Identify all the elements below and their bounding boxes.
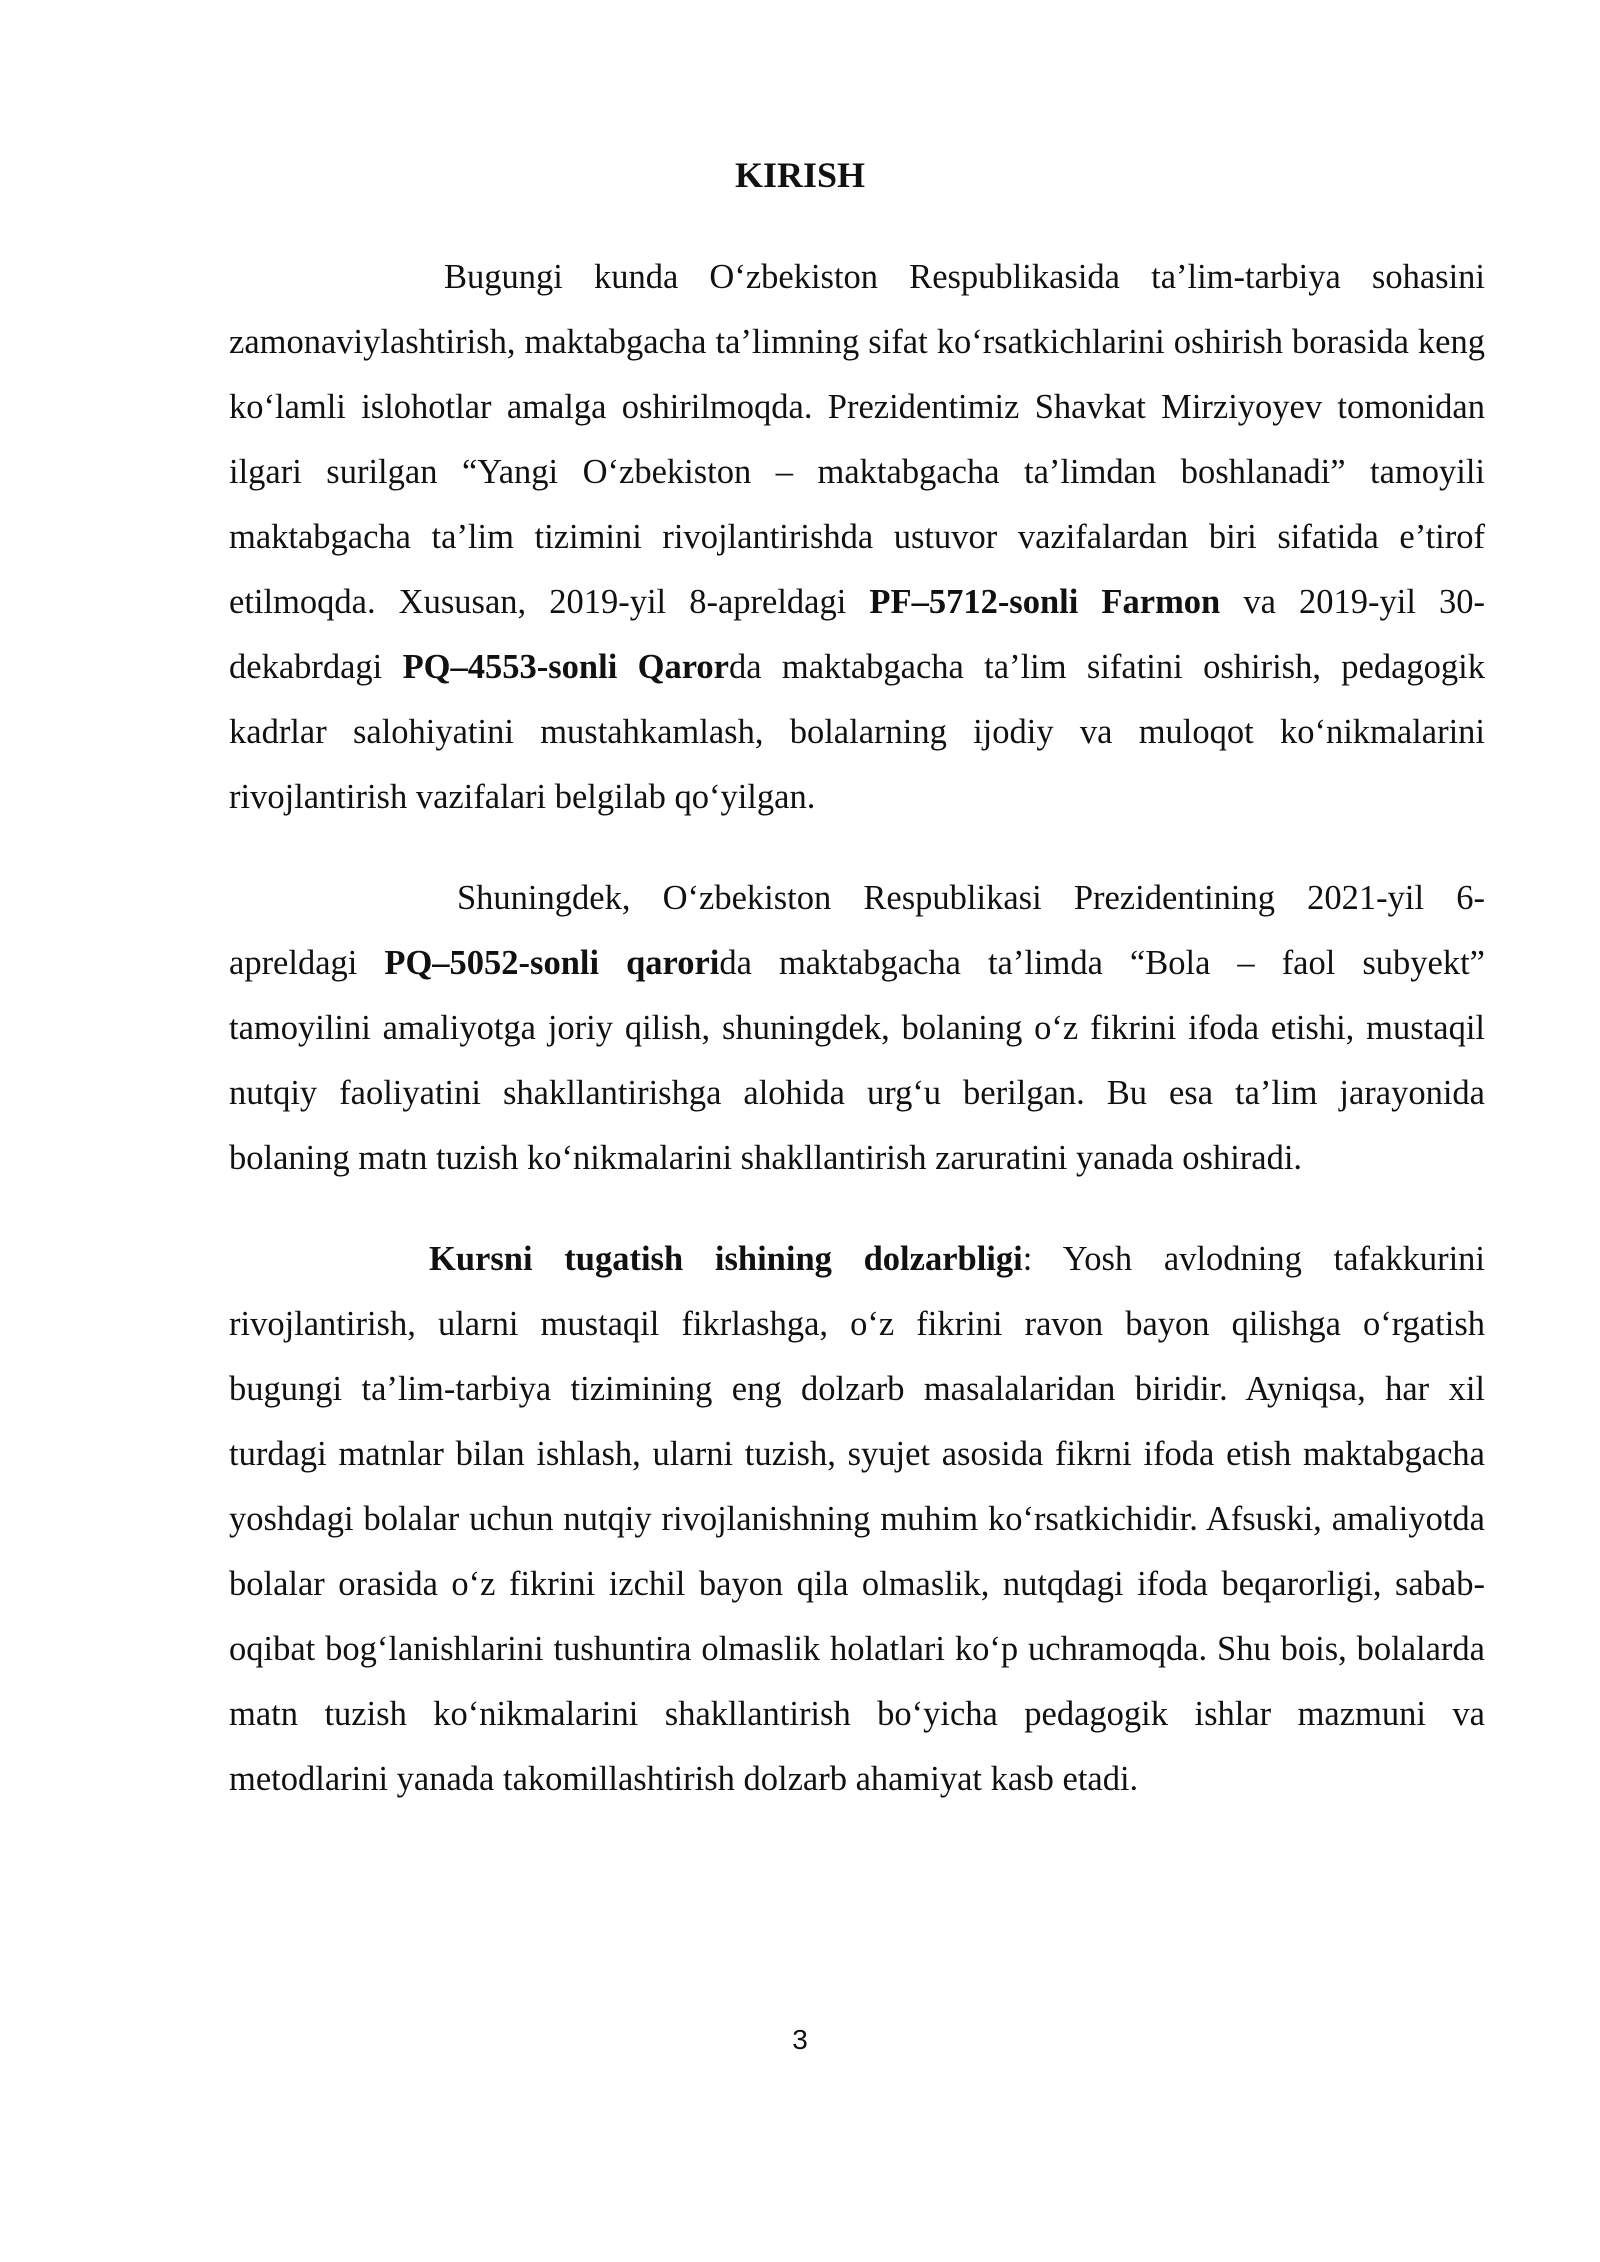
paragraph-text: da maktabgacha ta’lim sifatini oshirish, pedagogik kadrlar salohiyatini mustahkamlash, bolalarning ijodiy va muloqot ko‘nikmalarini rivojlantirish vazifalari belgilab qo‘yilgan. — [229, 648, 1485, 816]
paragraph-text: Shuningdek, O‘zbekiston Respublikasi Prezidentining 2021-yil 6-apreldagi — [229, 879, 1485, 982]
page-number: 3 — [792, 2024, 808, 2055]
paragraph-text: : Yosh avlodning tafakkurini rivojlantirish, ularni mustaqil fikrlashga, o‘z fikrini ravon bayon qilishga o‘rgatish bugungi ta’lim-tarbiya tizimining eng dolzarb masalalaridan biridir. Ayniqsa, har xil turdagi matnlar bilan ishlash, ularni tuzish, syujet asosida fikrni ifoda etish maktabgacha yoshdagi bolalar uchun nutqiy rivojlanishning muhim ko‘rsatkichidir. Afsuski, amaliyotda bolalar orasida o‘z fikrini izchil bayon qila olmaslik, nutqdagi ifoda beqarorligi, sabab-oqibat bog‘lanishlarini tushuntira olmaslik holatlari ko‘p uchramoqda. Shu bois, bolalarda matn tuzish ko‘nikmalarini shakllantirish bo‘yicha pedagogik ishlar mazmuni va metodlarini yanada takomillashtirish dolzarb ahamiyat kasb etadi. — [229, 1240, 1485, 1798]
paragraph-intro — [229, 245, 1485, 830]
bold-resolution-reference: PQ–4553-sonli Qaror — [402, 648, 729, 686]
page-title: KIRISH — [734, 155, 866, 195]
bold-resolution-reference: PQ–5052-sonli qarori — [384, 944, 720, 982]
bold-section-label: Kursni tugatish ishining dolzarbligi — [429, 1240, 1023, 1278]
paragraph-text: va 2019-yil 30-dekabrdagi — [229, 583, 1485, 686]
paragraph-resolution — [229, 866, 1485, 1191]
paragraph-text: Bugungi kunda O‘zbekiston Respublikasida ta’lim-tarbiya sohasini zamonaviylashtirish, maktabgacha ta’limning sifat ko‘rsatkichlarini oshirish borasida keng ko‘lamli islohotlar amalga oshirilmoqda. Prezidentimiz Shavkat Mirziyoyev tomonidan ilgari surilgan “Yangi O‘zbekiston – maktabgacha ta’limdan boshlanadi” tamoyili maktabgacha ta’lim tizimini rivojlantirishda ustuvor vazifalardan biri sifatida e’tirof etilmoqda. Xususan, 2019-yil 8-apreldagi — [229, 258, 1485, 621]
paragraph-relevance — [229, 1227, 1485, 1812]
bold-decree-reference: PF–5712-sonli Farmon — [869, 583, 1221, 621]
paragraph-text: da maktabgacha ta’limda “Bola – faol subyekt” tamoyilini amaliyotga joriy qilish, shuningdek, bolaning o‘z fikrini ifoda etishi, mustaqil nutqiy faoliyatini shakllantirishga alohida urg‘u berilgan. Bu esa ta’lim jarayonida bolaning matn tuzish ko‘nikmalarini shakllantirish zaruratini yanada oshiradi. — [229, 944, 1485, 1177]
body-text — [229, 245, 1485, 1812]
